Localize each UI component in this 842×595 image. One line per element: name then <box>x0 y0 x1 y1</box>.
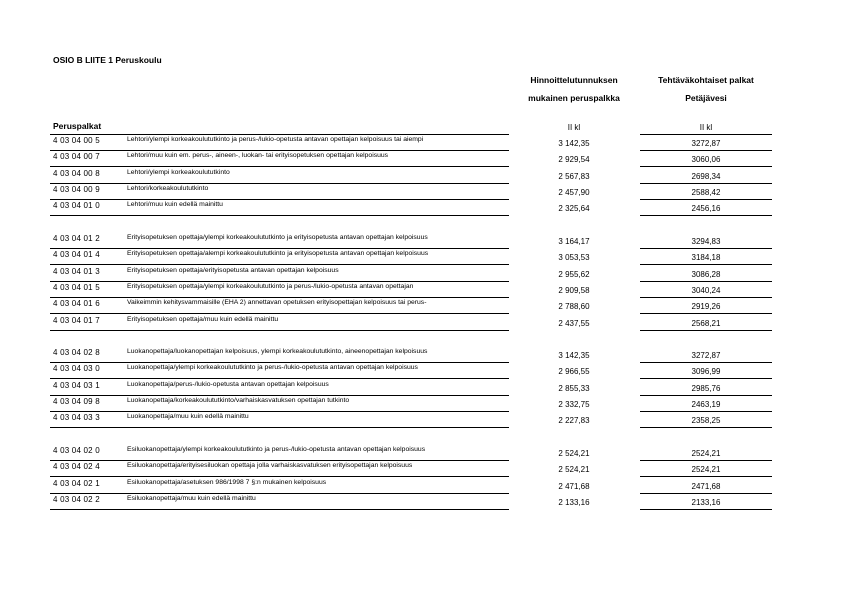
base-salary-value: 2 524,21 <box>558 449 590 458</box>
salary-code: 4 03 04 02 8 <box>53 348 100 357</box>
base-salary-value: 3 053,53 <box>558 253 590 263</box>
base-salary-header-line1: Hinnoittelutunnuksen <box>530 75 618 85</box>
base-salary-value: 3 164,17 <box>558 237 590 246</box>
row-rule <box>50 215 509 216</box>
table-row <box>0 363 842 379</box>
row-rule <box>50 427 509 428</box>
task-salary-value: 2524,21 <box>691 449 721 458</box>
base-salary-value: 2 966,55 <box>558 367 590 377</box>
table-row <box>0 412 842 428</box>
table-row <box>0 396 842 412</box>
position-description: Esiluokanopettaja/ylempi korkeakoulututkinto ja perus-/lukio-opetusta antavan opettajan kelpoisuus <box>127 446 426 453</box>
position-description: Lehtori/muu kuin em. perus-, aineen-, luokan- tai erityisopetuksen opettajan kelpoisuus <box>127 152 389 160</box>
task-salary-value: 3184,18 <box>691 253 721 263</box>
task-salary-value: 2471,68 <box>691 481 721 491</box>
task-salary-value: 2133,16 <box>691 497 721 507</box>
position-description: Vaikeimmin kehitysvammaisille (EHA 2) annettavan opetuksen erityisopettajan kelpoisuus tai perus- <box>127 299 427 307</box>
position-description: Lehtori/muu kuin edellä mainittu <box>127 201 223 209</box>
position-description: Luokanopettaja/perus-/lukio-opetusta antavan opettajan kelpoisuus <box>127 380 329 388</box>
salary-code: 4 03 04 03 3 <box>53 413 100 423</box>
position-description: Lehtori/ylempi korkeakoulututkinto ja perus-/lukio-opetusta antavan opettajan kelpoisuus tai aiempi <box>127 136 424 143</box>
base-salary-value: 2 524,21 <box>558 465 590 475</box>
salary-code: 4 03 04 01 5 <box>53 282 100 292</box>
task-salary-value: 2463,19 <box>691 399 721 409</box>
base-salary-value: 2 332,75 <box>558 399 590 409</box>
position-description: Luokanopettaja/korkeakoulututkinto/varhaiskasvatuksen opettajan tutkinto <box>127 396 350 404</box>
table-row <box>0 233 842 249</box>
task-salary-value: 3096,99 <box>691 367 721 377</box>
table-row <box>0 380 842 396</box>
table-row <box>0 494 842 510</box>
row-rule <box>640 427 772 428</box>
table-row <box>0 461 842 477</box>
base-salary-header <box>512 71 636 107</box>
base-salary-value: 2 227,83 <box>558 416 590 426</box>
salary-code: 4 03 04 02 0 <box>53 446 100 455</box>
position-description: Erityisopetuksen opettaja/ylempi korkeakoulututkinto ja perus-/lukio-opetusta antavan opettajan <box>127 282 414 290</box>
base-salary-value: 2 955,62 <box>558 269 590 279</box>
row-rule <box>640 509 772 510</box>
row-rule <box>50 509 509 510</box>
task-salary-header <box>640 71 772 107</box>
base-salary-value: 2 325,64 <box>558 204 590 214</box>
base-salary-value: 2 909,58 <box>558 285 590 295</box>
salary-code: 4 03 04 01 3 <box>53 266 100 276</box>
salary-code: 4 03 04 09 8 <box>53 396 100 406</box>
position-description: Luokanopettaja/ylempi korkeakoulututkinto ja perus-/lukio-opetusta antavan opettajan kelpoisuus <box>127 364 418 372</box>
salary-code: 4 03 04 01 4 <box>53 250 100 260</box>
salary-code: 4 03 04 03 1 <box>53 380 100 390</box>
base-salary-value: 2 437,55 <box>558 318 590 328</box>
base-salary-value: 3 142,35 <box>558 139 590 148</box>
salary-code: 4 03 04 01 7 <box>53 315 100 325</box>
task-salary-value: 3060,06 <box>691 155 721 165</box>
table-row <box>0 445 842 461</box>
task-salary-class: II kl <box>699 123 713 132</box>
position-description: Lehtori/korkeakoulututkinto <box>127 184 209 192</box>
salary-code: 4 03 04 00 8 <box>53 168 100 178</box>
row-rule <box>50 330 509 331</box>
base-salary-value: 2 457,90 <box>558 187 590 197</box>
base-salary-value: 2 471,68 <box>558 481 590 491</box>
salary-code: 4 03 04 01 6 <box>53 299 100 309</box>
position-description: Erityisopetuksen opettaja/muu kuin edellä mainittu <box>127 315 279 323</box>
task-salary-value: 3272,87 <box>691 139 721 148</box>
position-description: Esiluokanopettaja/asetuksen 986/1998 7 §:n mukainen kelpoisuus <box>127 478 327 486</box>
base-salary-value: 2 929,54 <box>558 155 590 165</box>
salary-code: 4 03 04 01 0 <box>53 201 100 211</box>
task-salary-value: 3294,83 <box>691 237 721 246</box>
task-salary-value: 2985,76 <box>691 383 721 393</box>
table-row <box>0 249 842 265</box>
position-description: Esiluokanopettaja/muu kuin edellä mainittu <box>127 494 256 502</box>
task-salary-value: 2919,26 <box>691 302 721 312</box>
position-description: Esiluokanopettaja/erityisesiluokan opettaja jolla varhaiskasvatuksen erityisopettajan kelpoisuus <box>127 462 413 470</box>
position-description: Luokanopettaja/luokanopettajan kelpoisuus, ylempi korkeakoulututkinto, aineenopettajan kelpoisuus <box>127 348 428 355</box>
table-row <box>0 298 842 314</box>
table-row <box>0 200 842 216</box>
salary-code: 4 03 04 02 1 <box>53 478 100 488</box>
task-salary-value: 2588,42 <box>691 187 721 197</box>
task-salary-value: 3086,28 <box>691 269 721 279</box>
base-salary-value: 3 142,35 <box>558 351 590 360</box>
salary-code: 4 03 04 01 2 <box>53 234 100 243</box>
task-salary-value: 2568,21 <box>691 318 721 328</box>
base-salary-value: 2 855,33 <box>558 383 590 393</box>
task-salary-value: 3040,24 <box>691 285 721 295</box>
task-salary-header-line2: Petäjävesi <box>685 93 727 103</box>
table-row <box>0 135 842 151</box>
task-salary-value: 2524,21 <box>691 465 721 475</box>
position-description: Erityisopetuksen opettaja/ylempi korkeakoulututkinto ja erityisopetusta antavan opettajan kelpoisuus <box>127 234 428 241</box>
salary-code: 4 03 04 02 4 <box>53 462 100 472</box>
salary-code: 4 03 04 03 0 <box>53 364 100 374</box>
task-salary-value: 3272,87 <box>691 351 721 360</box>
salary-code: 4 03 04 00 5 <box>53 136 100 145</box>
position-description: Luokanopettaja/muu kuin edellä mainittu <box>127 413 249 421</box>
position-description: Lehtori/ylempi korkeakoulututkinto <box>127 168 230 176</box>
task-salary-header-line1: Tehtäväkohtaiset palkat <box>658 75 754 85</box>
base-salary-class: II kl <box>567 123 581 132</box>
page-title: OSIO B LIITE 1 Peruskoulu <box>53 55 162 65</box>
salary-code: 4 03 04 00 9 <box>53 184 100 194</box>
row-rule <box>640 215 772 216</box>
table-row <box>0 184 842 200</box>
table-row <box>0 151 842 167</box>
position-description: Erityisopetuksen opettaja/erityisopetusta antavan opettajan kelpoisuus <box>127 266 339 274</box>
salary-code: 4 03 04 00 7 <box>53 152 100 162</box>
table-row <box>0 478 842 494</box>
base-salary-value: 2 567,83 <box>558 171 590 181</box>
table-row <box>0 168 842 184</box>
table-row <box>0 282 842 298</box>
base-salary-value: 2 133,16 <box>558 497 590 507</box>
task-salary-value: 2358,25 <box>691 416 721 426</box>
table-row <box>0 266 842 282</box>
salary-code: 4 03 04 02 2 <box>53 494 100 504</box>
task-salary-value: 2698,34 <box>691 171 721 181</box>
base-salary-value: 2 788,60 <box>558 302 590 312</box>
task-salary-value: 2456,16 <box>691 204 721 214</box>
row-rule <box>640 330 772 331</box>
position-description: Erityisopetuksen opettaja/alempi korkeakoulututkinto ja erityisopetusta antavan opettajan kelpoisuus <box>127 250 429 258</box>
table-row <box>0 347 842 363</box>
table-row <box>0 315 842 331</box>
base-salary-header-line2: mukainen peruspalkka <box>528 93 620 103</box>
row-header: Peruspalkat <box>53 121 102 131</box>
